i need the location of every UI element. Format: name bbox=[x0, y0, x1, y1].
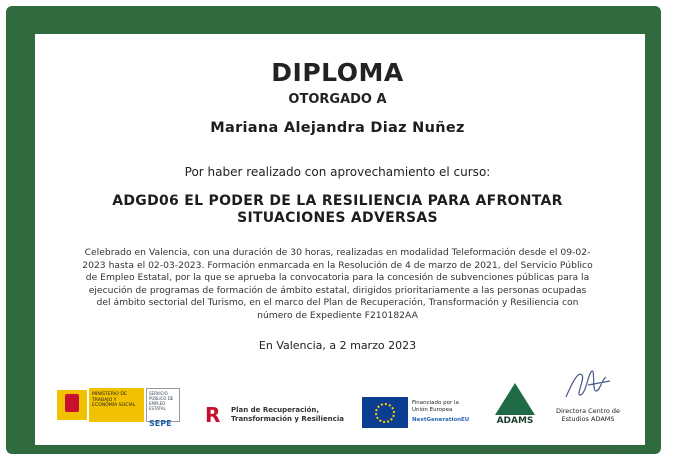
adams-triangle-icon bbox=[495, 383, 535, 415]
signature-caption-line2: Estudios ADAMS bbox=[561, 415, 615, 423]
diploma-title: DIPLOMA bbox=[271, 58, 404, 87]
verification-footer bbox=[482, 448, 629, 453]
recovery-plan-line1: Plan de Recuperación, bbox=[231, 406, 320, 414]
diploma-subtitle: OTORGADO A bbox=[288, 92, 387, 107]
course-title bbox=[0, 193, 675, 227]
diploma-body-text: Celebrado en Valencia, con una duración de 30 horas, realizadas en modalidad Teleformación desde el 09-02-2023 hasta el 02-03-2023. Formación enmarcada en la Resolución de 4 de marzo de 2021, del Servicio Público de Empleo Estatal, por la que se aprueba la convocatoria para la concesión de subvenciones públicas para la ejecución de programas de formación de ámbito estatal, dirigidos prioritariamente a las personas ocupadas del ámbito sectorial del Turismo, en el marco del Plan de Recuperación, Transformación y Resiliencia con número de Expediente F210182AA bbox=[82, 247, 593, 321]
ministry-label: MINISTERIO DE TRABAJO Y ECONOMÍA SOCIAL bbox=[89, 388, 144, 422]
verification-code: 72569764DAD62264D89 bbox=[551, 448, 608, 453]
sepe-small-label: SERVICIO PÚBLICO DE EMPLEO ESTATAL bbox=[149, 391, 174, 411]
signature-caption-line1: Directora Centro de bbox=[555, 407, 621, 415]
spain-coat-of-arms-icon bbox=[57, 390, 87, 420]
adams-logo bbox=[490, 383, 540, 429]
recovery-plan-line2: Transformación y Resiliencia bbox=[231, 415, 344, 423]
verification-url[interactable]: https://www.formacion.cc/cv/ bbox=[482, 448, 548, 453]
sepe-label: SEPE bbox=[149, 419, 172, 428]
recovery-plan-icon: R bbox=[205, 403, 221, 427]
recipient-name: Mariana Alejandra Diaz Nuñez bbox=[210, 120, 465, 136]
director-signature bbox=[553, 365, 623, 423]
adams-label: ADAMS bbox=[496, 416, 534, 426]
sepe-logo bbox=[146, 388, 180, 428]
ministry-logo bbox=[57, 382, 147, 428]
place-and-date: En Valencia, a 2 marzo 2023 bbox=[258, 339, 417, 352]
eu-line1: Financiado por la bbox=[412, 400, 459, 406]
reason-text: Por haber realizado con aprovechamiento el curso: bbox=[184, 165, 491, 179]
recovery-plan-logo bbox=[205, 392, 350, 438]
signature-icon bbox=[558, 365, 618, 405]
verification-number: 235967 bbox=[612, 448, 630, 453]
course-title-line2: SITUACIONES ADVERSAS bbox=[237, 210, 438, 226]
eu-flag-icon bbox=[362, 397, 408, 428]
course-title-line1: ADGD06 EL PODER DE LA RESILIENCIA PARA AFRONTAR bbox=[112, 193, 563, 209]
eu-line2: Unión Europea bbox=[412, 407, 453, 413]
eu-funding-logo bbox=[362, 389, 472, 435]
eu-line3: NextGenerationEU bbox=[412, 417, 470, 423]
